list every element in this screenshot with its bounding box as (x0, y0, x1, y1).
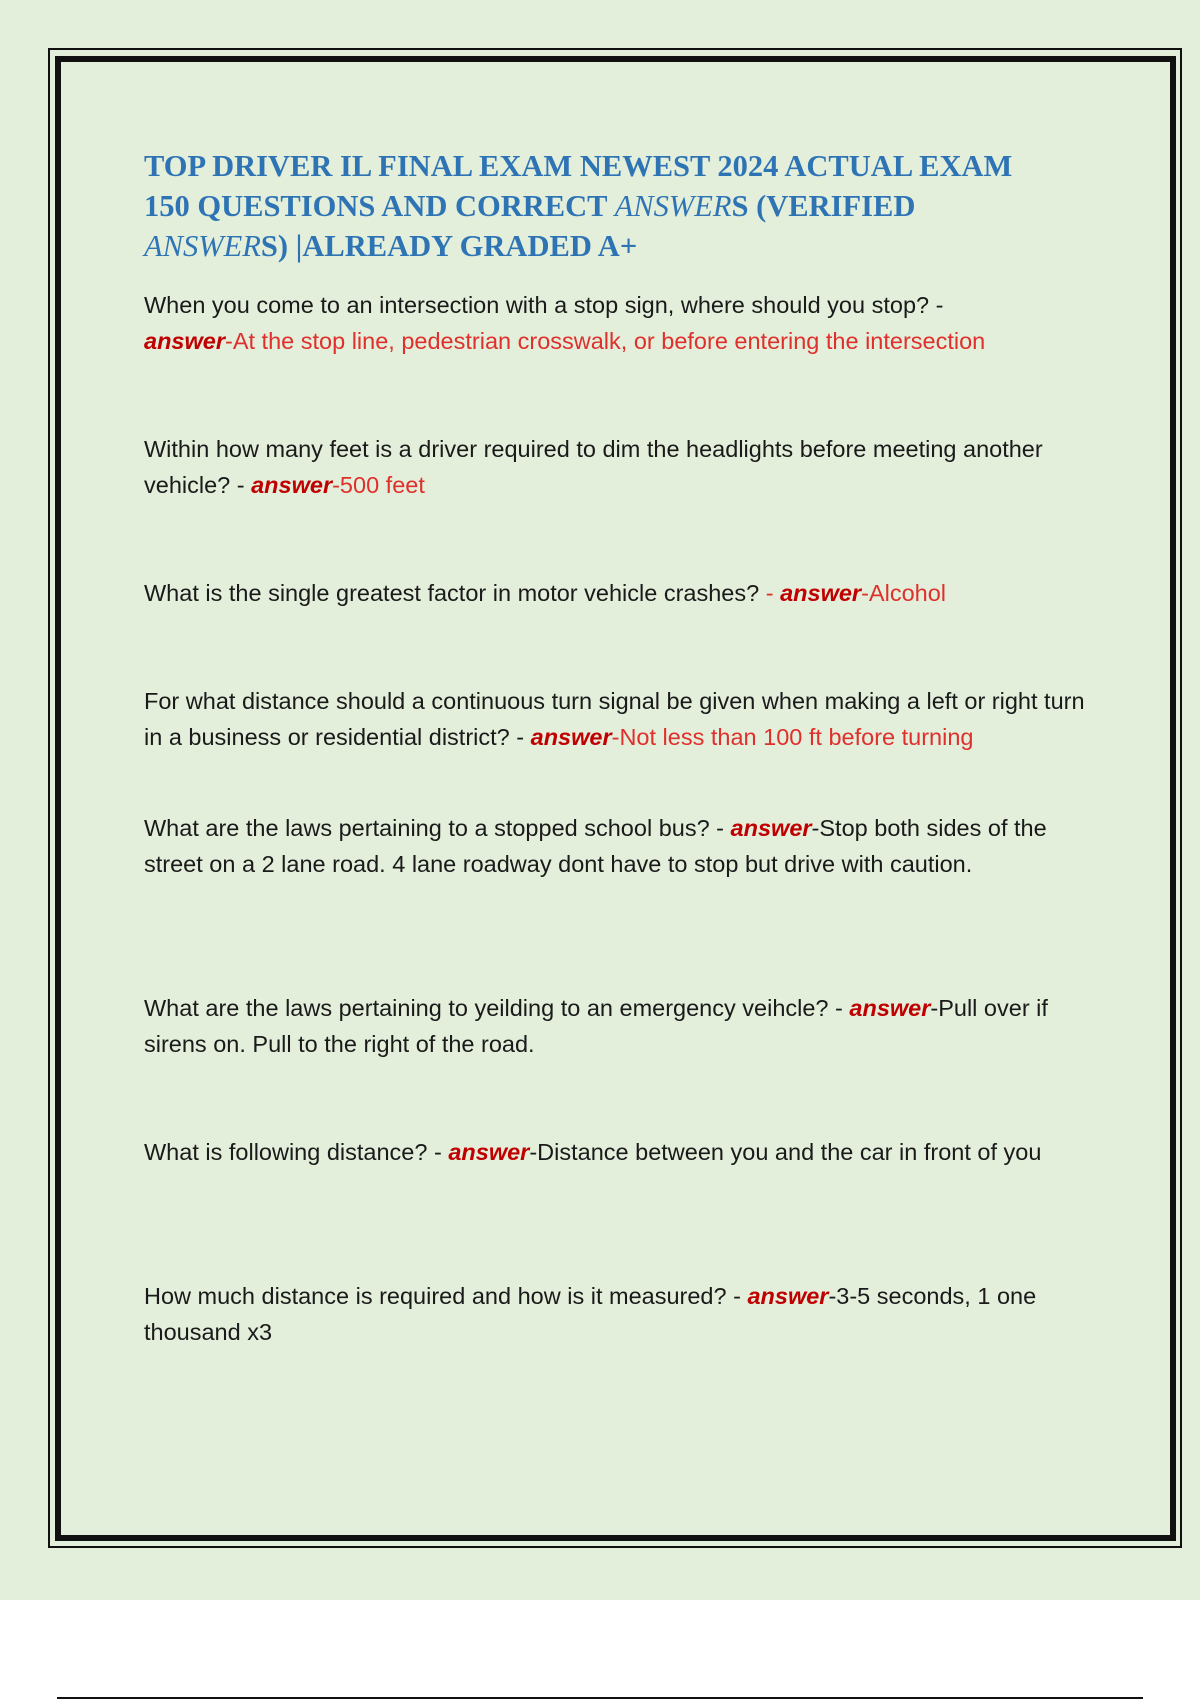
document-content (144, 146, 1094, 288)
qa-item-1: When you come to an intersection with a stop sign, where should you stop? - answer-At the stop line, pedestrian crosswalk, or before entering the intersection (144, 292, 986, 354)
qa-item-7: What is following distance? - answer-Distance between you and the car in front of you (144, 1139, 1042, 1165)
qa-item-5: What are the laws pertaining to a stopped school bus? - answer-Stop both sides of the street on a 2 lane road. 4 lane roadway dont have to stop but drive with caution. (144, 815, 1047, 877)
qa-item-4: For what distance should a continuous turn signal be given when making a left or right turn in a business or residential district? - answer-Not less than 100 ft before turning (144, 688, 1085, 750)
qa-item-3: What is the single greatest factor in motor vehicle crashes? - answer-Alcohol (144, 580, 946, 606)
document-title: TOP DRIVER IL FINAL EXAM NEWEST 2024 ACTUAL EXAM 150 QUESTIONS AND CORRECT ANSWERS (VERIFIED ANSWERS) |ALREADY GRADED A+ (144, 149, 1013, 263)
qa-item-8: How much distance is required and how is it measured? - answer-3-5 seconds, 1 one thousand x3 (144, 1283, 1037, 1345)
qa-item-2: Within how many feet is a driver required to dim the headlights before meeting another vehicle? - answer-500 feet (144, 436, 1043, 498)
qa-item-6: What are the laws pertaining to yeilding to an emergency veihcle? - answer-Pull over if sirens on. Pull to the right of the road. (144, 995, 1048, 1057)
footer-rule (57, 1697, 1143, 1699)
